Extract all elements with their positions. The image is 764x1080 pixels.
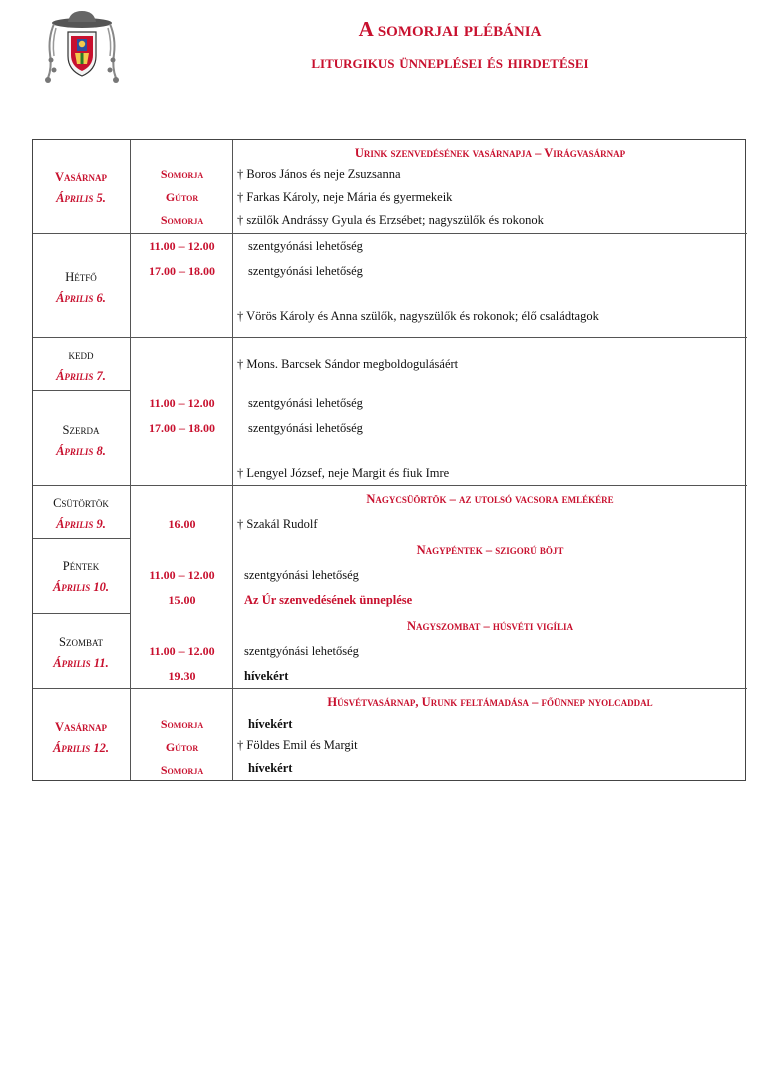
column-divider [130,140,131,780]
time-slot: 17.00 – 18.00 [149,264,215,278]
day-name: Vasárnap [54,720,108,734]
time-slot: 11.00 – 12.00 [149,568,215,582]
intention-entry: hívekért [248,717,293,731]
confession-entry: szentgyónási lehetőség [248,264,363,278]
place-label: Somorja [160,763,204,777]
parish-coat-of-arms-icon [42,8,122,86]
confession-entry: szentgyónási lehetőség [248,396,363,410]
liturgy-entry: Az Úr szenvedésének ünneplése [244,593,413,607]
day-date: Április 11. [53,655,109,670]
confession-entry: szentgyónási lehetőség [244,568,359,582]
row-divider [33,613,130,614]
day-monday-april-6 [33,271,129,304]
intention-entry: hívekért [244,669,289,683]
intention-entry: † Farkas Károly, neje Mária és gyermekeik [237,190,453,204]
row-divider [33,485,747,486]
confession-entry: szentgyónási lehetőség [248,239,363,253]
day-date: Április 9. [56,516,106,531]
column-divider [232,140,233,780]
place-label: Somorja [160,213,204,227]
feast-heading: Nagycsüörtök – az utolsó vacsora emlékére [366,492,614,506]
time-slot: 19.30 [168,669,196,683]
intention-entry: hívekért [248,761,293,775]
place-label: Gútor [165,740,199,754]
row-divider [33,538,130,539]
intention-entry: † Mons. Barcsek Sándor megboldogulásáért [237,357,459,371]
day-saturday-april-11 [33,636,129,669]
time-slot: 11.00 – 12.00 [149,644,215,658]
time-slot: 11.00 – 12.00 [149,396,215,410]
confession-entry: szentgyónási lehetőség [244,644,359,658]
row-divider [33,688,747,689]
place-label: Somorja [160,717,204,731]
day-friday-april-10 [33,560,129,593]
place-label: Gútor [165,190,199,204]
intention-entry: † Szakál Rudolf [237,517,318,531]
row-divider [33,390,130,391]
feast-heading: Nagypéntek – szigorú böjt [416,543,564,557]
day-wednesday-april-8 [33,424,129,457]
day-name: kedd [68,348,94,362]
time-slot: 17.00 – 18.00 [149,421,215,435]
day-name: Szombat [59,635,103,649]
day-sunday-april-12 [33,721,129,754]
day-date: Április 8. [56,443,106,458]
day-name: Péntek [62,559,100,573]
intention-entry: † Lengyel József, neje Margit és fiuk Imre [237,466,450,480]
time-slot: 15.00 [168,593,196,607]
time-slot: 11.00 – 12.00 [149,239,215,253]
day-date: Április 6. [56,290,106,305]
page-subtitle: liturgikus ünneplései és hirdetései [311,52,589,73]
day-thursday-april-9 [33,497,129,530]
intention-entry: † Földes Emil és Margit [237,738,358,752]
feast-heading: Urink szenvedésének vasárnapja – Virágvasárnap [354,146,626,160]
day-date: Április 10. [52,579,110,594]
row-divider [33,233,747,234]
day-name: Csütörtök [53,496,109,510]
feast-heading: Nagyszombat – húsvéti vigília [406,619,573,633]
day-name: Szerda [62,423,100,437]
day-name: Hétfő [65,270,97,284]
day-tuesday-april-7 [33,349,129,382]
liturgy-schedule-table [32,139,746,781]
day-date: Április 5. [56,190,106,205]
row-divider [33,337,747,338]
intention-entry: † Vörös Károly és Anna szülők, nagyszülők és rokonok; élő családtagok [237,309,599,323]
feast-heading: Húsvétvasárnap, Urunk feltámadása – főünnep nyolcaddal [327,695,653,709]
day-sunday-april-5 [33,171,129,204]
place-label: Somorja [160,167,204,181]
time-slot: 16.00 [168,517,196,531]
day-name: Vasárnap [54,170,108,184]
intention-entry: † szülők Andrássy Gyula és Erzsébet; nagyszülők és rokonok [237,213,544,227]
day-date: Április 7. [56,368,106,383]
page-title: A somorjai plébánia [358,17,542,41]
day-date: Április 12. [52,740,110,755]
intention-entry: † Boros János és neje Zsuzsanna [237,167,401,181]
confession-entry: szentgyónási lehetőség [248,421,363,435]
